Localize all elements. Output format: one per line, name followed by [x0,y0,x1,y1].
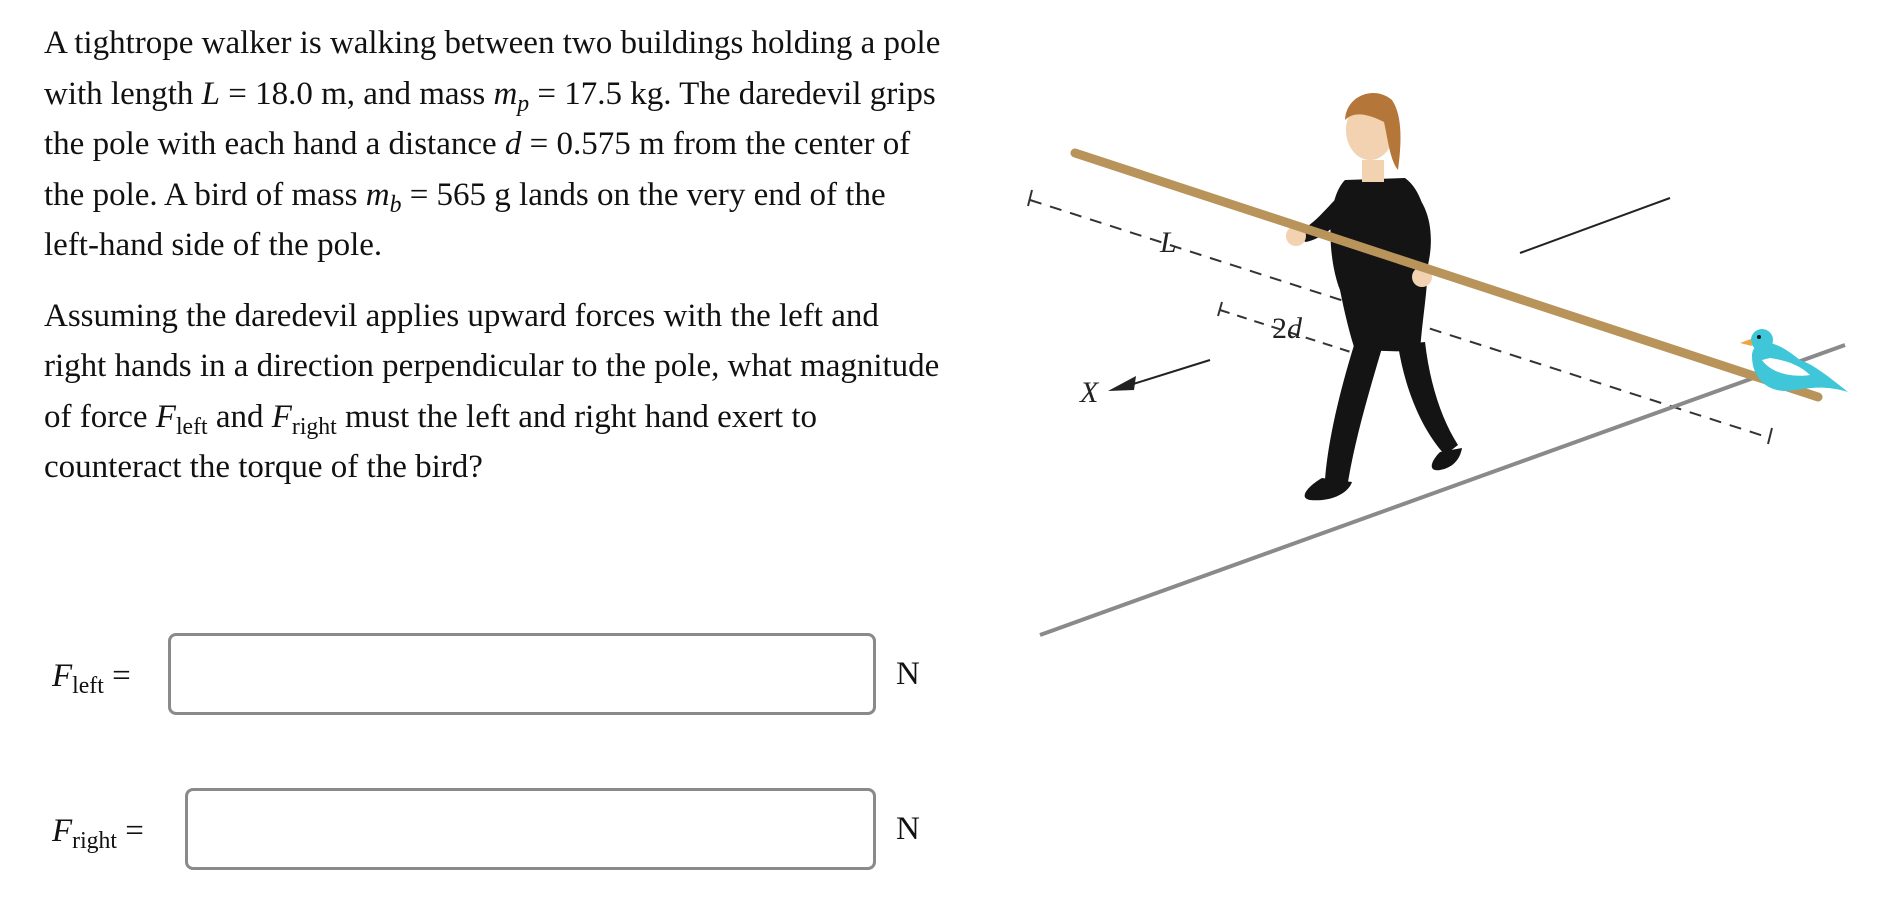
var-F-right: $F_{right}$ [271,398,337,440]
answer-row-left [52,633,920,719]
f-right-label: $F_{right}$ = [52,812,144,854]
guide-line-upper [1520,198,1670,253]
f-right-unit: N [896,811,920,847]
x-axis-line [1130,360,1210,385]
tightrope-figure [1010,60,1870,660]
walker-neck [1362,160,1384,182]
balancing-pole [1075,153,1818,397]
var-m-b: $m_b$ [365,176,402,218]
tightrope [1040,345,1845,635]
f-left-unit: N [896,656,920,692]
walker-foot-front [1305,478,1352,500]
label-X: X [1080,376,1099,409]
problem-paragraph-2: Assuming the daredevil applies upward forces with the left and right hands in a direction perpendicular to the pole, what magnitude of force $F_{left}$ and $F_{right}$ must the left and right hand exert to counteract the torque of the bird? [44,297,940,485]
dimension-tick-right [1768,428,1772,444]
problem-paragraph-1: A tightrope walker is walking between two buildings holding a pole with length L = 18.0 m, and mass $m_p = 17.5$ kg. The daredevil grips the pole with each hand a distance d = 0.575 m from the center of the pole. A bird of mass $m_b = 565$ g lands on the very end of the left-hand side of the pole. [44,25,941,263]
f-left-input[interactable] [168,633,876,715]
var-F-left: $F_{left}$ [155,398,208,440]
dimension-tick-left [1028,190,1032,206]
bird-eye [1757,335,1761,339]
bird-head [1751,329,1773,351]
walker-leg-back [1398,342,1458,455]
dimension-tick-2d-left [1218,302,1222,316]
x-axis-arrowhead [1108,376,1136,391]
walker [1286,93,1462,500]
f-right-input[interactable] [185,788,876,870]
bird-beak [1740,339,1752,346]
var-d: d [504,126,522,162]
f-left-label: $F_{left}$ = [52,657,131,699]
label-2d: 2d [1272,312,1302,345]
label-L: L [1160,226,1177,259]
var-L: L [201,75,221,112]
answer-row-right [52,788,920,874]
var-m-p: $m_p$ [493,75,530,117]
walker-leg-front [1325,342,1382,482]
walker-foot-back [1432,448,1462,470]
problem-statement [44,18,944,493]
bird-icon [1740,329,1848,392]
